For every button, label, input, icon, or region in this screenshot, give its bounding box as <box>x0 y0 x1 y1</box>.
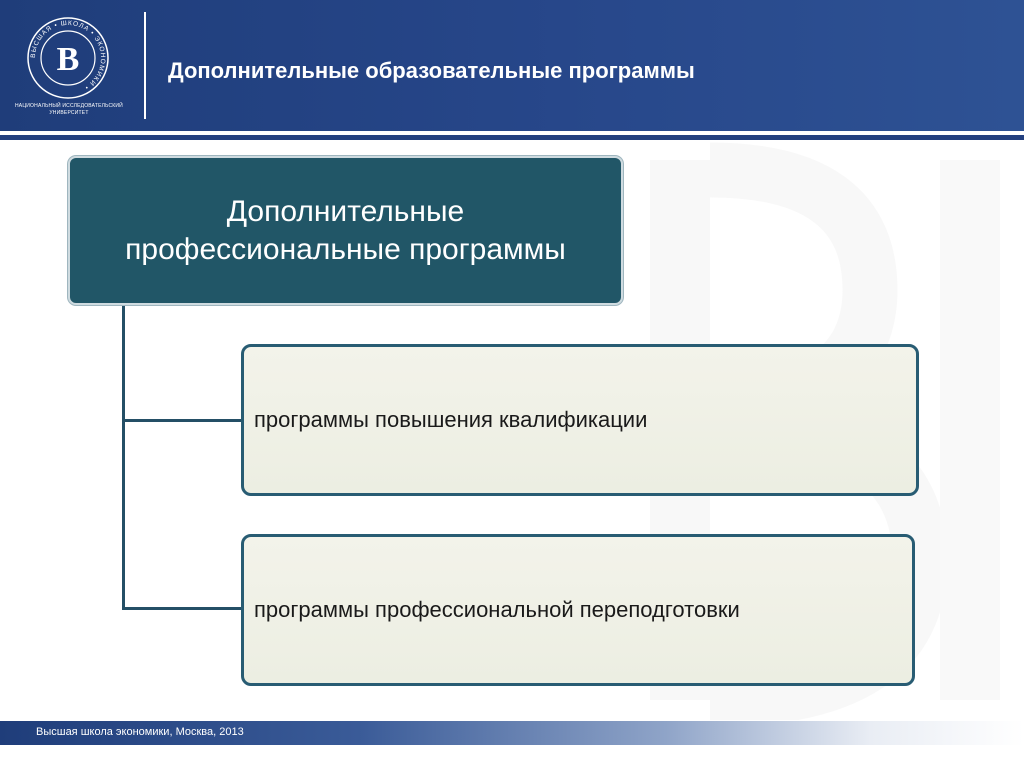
child-node-label: программы профессиональной переподготовки <box>254 597 740 622</box>
root-node <box>68 156 623 305</box>
child-node <box>241 344 919 496</box>
footer-text: Высшая школа экономики, Москва, 2013 <box>36 726 244 738</box>
logo-caption <box>14 103 124 117</box>
page-title: Дополнительные образовательные программы <box>168 58 695 83</box>
child-node-label: программы повышения квалификации <box>254 407 648 432</box>
header-divider <box>144 12 146 119</box>
logo-ring-text: ВЫСШАЯ • ШКОЛА • ЭКОНОМИКИ • <box>29 19 107 92</box>
hse-logo-icon <box>26 16 110 100</box>
logo-letter: В <box>56 41 80 78</box>
logo-caption-line1: НАЦИОНАЛЬНЫЙ ИССЛЕДОВАТЕЛЬСКИЙ <box>15 103 123 109</box>
connector-branch-1 <box>122 419 242 422</box>
root-node-line1: Дополнительные <box>226 194 465 228</box>
logo-caption-line2: УНИВЕРСИТЕТ <box>49 110 89 116</box>
child-node <box>241 534 915 686</box>
connector-branch-2 <box>122 607 242 610</box>
connector-vertical <box>122 305 125 610</box>
root-node-line2: профессиональные программы <box>125 232 566 266</box>
